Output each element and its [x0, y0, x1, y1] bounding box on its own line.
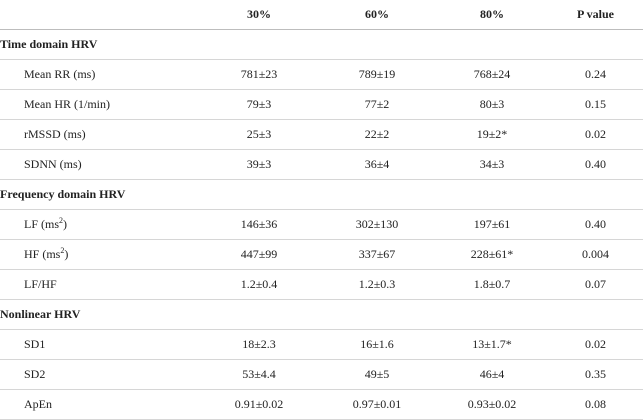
parameter-label-tail: ): [63, 217, 68, 231]
parameter-cell: [0, 90, 200, 120]
parameter-cell: [0, 330, 200, 360]
parameter-label: ApEn: [24, 397, 52, 411]
value-60-percent: 789±19: [358, 67, 396, 81]
p-value: 0.07: [585, 277, 606, 291]
parameter-cell: [0, 240, 200, 270]
p-value: 0.40: [585, 157, 606, 171]
value-80-percent: 1.8±0.7: [473, 277, 511, 291]
value-80-percent: 34±3: [479, 157, 505, 171]
parameter-cell: [0, 360, 200, 390]
parameter-label-tail: ): [64, 247, 69, 261]
section-title: Time domain HRV: [0, 37, 98, 51]
value-80-percent: 197±61: [473, 217, 511, 231]
value-30-percent: 18±2.3: [242, 337, 276, 351]
header-30-percent: 30%: [247, 7, 271, 21]
table-row: [0, 60, 643, 90]
parameter-cell: [0, 390, 200, 420]
value-60-percent: 16±1.6: [360, 337, 394, 351]
table-row: [0, 240, 643, 270]
header-60-percent: 60%: [365, 7, 389, 21]
header-row: [0, 0, 643, 30]
parameter-cell: [0, 120, 200, 150]
parameter-superscript: 2: [59, 216, 64, 225]
table-row: [0, 360, 643, 390]
parameter-label: LF (ms: [24, 217, 60, 231]
parameter-cell: [0, 60, 200, 90]
value-80-percent: 46±4: [479, 367, 505, 381]
value-80-percent: 768±24: [473, 67, 511, 81]
value-30-percent: 447±99: [240, 247, 278, 261]
value-30-percent: 146±36: [240, 217, 278, 231]
value-30-percent: 1.2±0.4: [240, 277, 278, 291]
value-60-percent: 77±2: [364, 97, 390, 111]
value-80-percent: 13±1.7*: [472, 337, 512, 351]
value-60-percent: 302±130: [355, 217, 399, 231]
value-30-percent: 0.91±0.02: [234, 397, 284, 411]
value-60-percent: 22±2: [364, 127, 390, 141]
p-value: 0.004: [582, 247, 609, 261]
parameter-cell: [0, 150, 200, 180]
value-80-percent: 228±61*: [470, 247, 514, 261]
header-parameter: [0, 0, 200, 30]
section-title: Frequency domain HRV: [0, 187, 126, 201]
section-row: [0, 30, 643, 60]
header-p-value: P value: [576, 7, 614, 21]
table-row: [0, 390, 643, 420]
p-value: 0.40: [585, 217, 606, 231]
parameter-superscript: 2: [60, 246, 65, 255]
table-row: [0, 90, 643, 120]
parameter-cell: [0, 210, 200, 240]
table-row: [0, 270, 643, 300]
value-60-percent: 337±67: [358, 247, 396, 261]
value-30-percent: 53±4.4: [242, 367, 276, 381]
parameter-label: HF (ms: [24, 247, 61, 261]
value-80-percent: 80±3: [479, 97, 505, 111]
p-value: 0.24: [585, 67, 606, 81]
section-title: Nonlinear HRV: [0, 307, 81, 321]
p-value: 0.35: [585, 367, 606, 381]
p-value: 0.15: [585, 97, 606, 111]
p-value: 0.02: [585, 337, 606, 351]
header-80-percent: 80%: [480, 7, 504, 21]
value-60-percent: 0.97±0.01: [352, 397, 402, 411]
parameter-label: Mean RR (ms): [24, 67, 96, 81]
parameter-label: SDNN (ms): [24, 157, 82, 171]
value-60-percent: 1.2±0.3: [358, 277, 396, 291]
parameter-label: Mean HR (1/min): [24, 97, 110, 111]
table-row: [0, 330, 643, 360]
table-row: [0, 120, 643, 150]
value-60-percent: 36±4: [364, 157, 390, 171]
value-30-percent: 25±3: [246, 127, 272, 141]
p-value: 0.08: [585, 397, 606, 411]
p-value: 0.02: [585, 127, 606, 141]
section-row: [0, 300, 643, 330]
value-30-percent: 781±23: [240, 67, 278, 81]
parameter-label: rMSSD (ms): [24, 127, 86, 141]
table-row: [0, 150, 643, 180]
parameter-label: SD1: [24, 337, 46, 351]
value-30-percent: 39±3: [246, 157, 272, 171]
value-30-percent: 79±3: [246, 97, 272, 111]
parameter-label: LF/HF: [24, 277, 57, 291]
parameter-cell: [0, 270, 200, 300]
value-60-percent: 49±5: [364, 367, 390, 381]
table-row: [0, 210, 643, 240]
section-row: [0, 180, 643, 210]
value-80-percent: 0.93±0.02: [467, 397, 517, 411]
value-80-percent: 19±2*: [476, 127, 508, 141]
parameter-label: SD2: [24, 367, 46, 381]
table-body: [0, 30, 643, 420]
